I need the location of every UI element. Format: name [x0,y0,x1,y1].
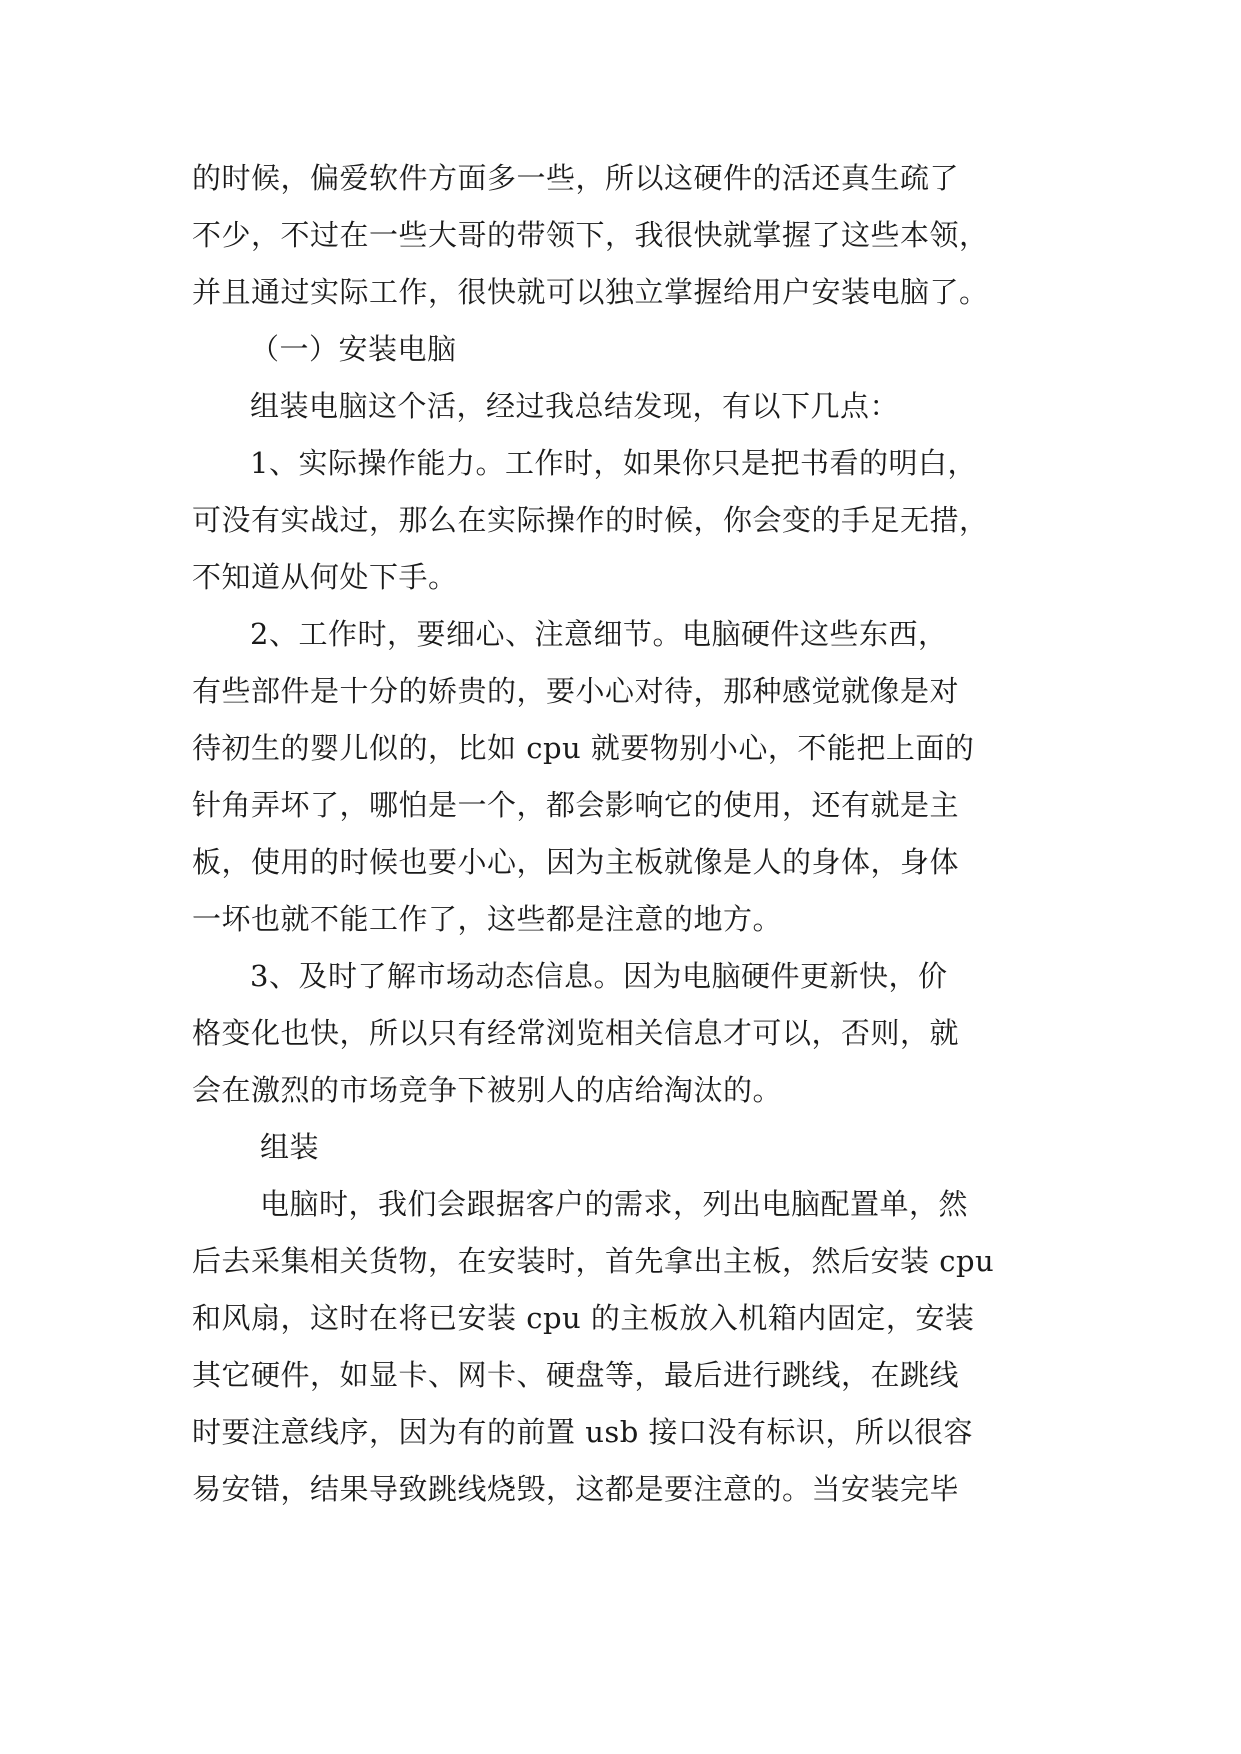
paragraph-first-line: 电脑时，我们会跟据客户的需求，列出电脑配置单，然 [260,1187,969,1221]
body-text-line: 待初生的婴儿似的，比如 cpu 就要物别小心，不能把上面的 [192,731,975,765]
body-text-line: 时要注意线序，因为有的前置 usb 接口没有标识，所以很容 [192,1415,974,1449]
body-text-line: 板，使用的时候也要小心，因为主板就像是人的身体，身体 [192,845,960,879]
list-item-3-first-line: 3、及时了解市场动态信息。因为电脑硬件更新快，价 [250,959,948,993]
body-text-line: 易安错，结果导致跳线烧毁，这都是要注意的。当安装完毕 [192,1472,960,1506]
body-text-line: 其它硬件，如显卡、网卡、硬盘等，最后进行跳线，在跳线 [192,1358,960,1392]
body-text-line: 一坏也就不能工作了，这些都是注意的地方。 [192,902,783,936]
body-text-line: 会在激烈的市场竞争下被别人的店给淘汰的。 [192,1073,783,1107]
body-text-line: 针角弄坏了，哪怕是一个，都会影响它的使用，还有就是主 [192,788,960,822]
body-text-line: 可没有实战过，那么在实际操作的时候，你会变的手足无措， [192,503,989,537]
body-text-line: 格变化也快，所以只有经常浏览相关信息才可以，否则，就 [192,1016,960,1050]
list-item-2-first-line: 2、工作时，要细心、注意细节。电脑硬件这些东西， [250,617,948,651]
list-item-1-first-line: 1、实际操作能力。工作时，如果你只是把书看的明白， [250,446,977,480]
body-text-line: 后去采集相关货物，在安装时，首先拿出主板，然后安装 cpu [192,1244,995,1278]
body-text-line: 的时候，偏爱软件方面多一些，所以这硬件的活还真生疏了 [192,161,960,195]
section-heading: （一）安装电脑 [250,332,457,366]
body-text-line: 和风扇，这时在将已安装 cpu 的主板放入机箱内固定，安装 [192,1301,975,1335]
body-text-line: 并且通过实际工作，很快就可以独立掌握给用户安装电脑了。 [192,275,989,309]
body-text-line: 不知道从何处下手。 [192,560,458,594]
body-text-line: 有些部件是十分的娇贵的，要小心对待，那种感觉就像是对 [192,674,960,708]
section-label: 组装 [260,1130,320,1164]
body-text-line: 不少，不过在一些大哥的带领下，我很快就掌握了这些本领， [192,218,989,252]
paragraph-first-line: 组装电脑这个活，经过我总结发现，有以下几点： [250,389,900,423]
